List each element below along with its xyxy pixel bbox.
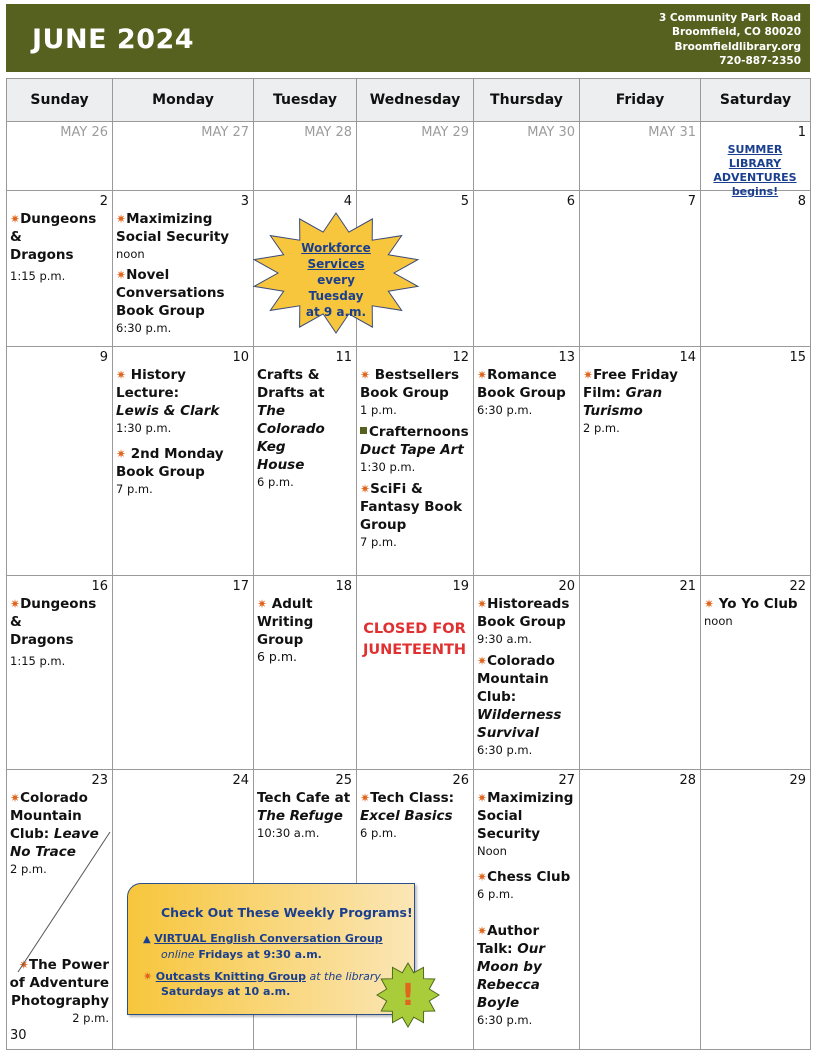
event — [10, 595, 109, 669]
event-subtitle: Our — [517, 941, 546, 957]
date-number: 19 — [452, 579, 469, 594]
event-time: 10:30 a.m. — [257, 826, 320, 840]
event-title: Writing Group — [257, 614, 314, 648]
day-cell — [6, 576, 112, 769]
date-number: 29 — [789, 773, 806, 788]
day-header-friday: Friday — [580, 79, 700, 121]
day-cell — [700, 770, 810, 1049]
event-title: Colorado — [20, 790, 88, 806]
burst-text-line: Tuesday — [308, 289, 364, 303]
event-title: Photography — [10, 993, 109, 1009]
workforce-link[interactable]: Workforce — [301, 241, 371, 255]
event-title: Dragons — [10, 632, 74, 648]
date-number: 6 — [566, 194, 575, 209]
grid-line — [6, 78, 811, 79]
date-number: 28 — [679, 773, 696, 788]
event-title: Maximizing — [126, 211, 213, 227]
english-conversation-link[interactable]: VIRTUAL English Conversation Group — [154, 932, 383, 945]
event — [477, 595, 576, 758]
weekly-programs-box — [127, 883, 415, 1015]
event-title: Crafts & — [257, 367, 320, 383]
event-time: noon — [704, 614, 733, 628]
address-street: 3 Community Park Road — [658, 12, 801, 24]
link-line[interactable]: ADVENTURES — [713, 171, 797, 184]
event — [583, 366, 697, 436]
burst-text-line: at 9 a.m. — [305, 305, 367, 319]
event-title: Crafternoons — [369, 424, 469, 440]
event — [257, 789, 353, 841]
event-time: Noon — [477, 844, 507, 858]
event-title: 2nd Monday — [130, 446, 224, 462]
address-website: Broomfieldlibrary.org — [674, 40, 801, 53]
weekly-item-detail: online — [161, 947, 195, 961]
date-number: 5 — [460, 194, 469, 209]
day-cell — [473, 576, 579, 769]
event-subtitle: Survival — [477, 725, 539, 741]
event-title: Club: — [10, 826, 54, 842]
event-title: Chess Club — [487, 869, 571, 885]
event-time: 1:30 p.m. — [116, 421, 172, 435]
event-time: 2 p.m. — [10, 862, 47, 876]
star-icon: ✷ — [116, 368, 127, 382]
event-title: Security — [477, 826, 541, 842]
day-cell — [473, 122, 579, 190]
star-icon: ✷ — [704, 597, 715, 611]
date-number: 21 — [679, 579, 696, 594]
date-number: 7 — [687, 194, 696, 209]
day-cell — [6, 347, 112, 575]
event — [10, 210, 109, 284]
month-title: JUNE 2024 — [32, 24, 195, 55]
star-icon: ✷ — [116, 447, 127, 461]
star-icon: ✷ — [360, 368, 371, 382]
day-cell — [112, 122, 253, 190]
date-number: 17 — [232, 579, 249, 594]
event-title: Talk: — [477, 941, 518, 957]
event — [257, 595, 353, 665]
day-cell — [579, 770, 700, 1049]
day-header-thursday: Thursday — [474, 79, 579, 121]
event-title: Mountain — [10, 808, 82, 824]
date-number: 18 — [335, 579, 352, 594]
star-icon: ✷ — [143, 970, 153, 983]
event-title: Group — [360, 517, 407, 533]
date-number: 15 — [789, 350, 806, 365]
event-title: Social — [477, 808, 523, 824]
exclamation-burst-icon — [376, 962, 440, 1028]
weekly-program-item — [143, 932, 383, 962]
closed-line: JUNETEENTH — [362, 642, 467, 658]
star-icon: ✷ — [10, 597, 21, 611]
event-title: Drafts at — [257, 385, 325, 401]
event-time: 6 p.m. — [360, 826, 397, 840]
date-number: MAY 31 — [648, 125, 696, 140]
date-number: 22 — [789, 579, 806, 594]
day-header-wednesday: Wednesday — [357, 79, 473, 121]
date-number: 16 — [91, 579, 108, 594]
event-title: Book Group — [116, 464, 205, 480]
event-title: Yo Yo Club — [718, 596, 798, 612]
event-time: 6 p.m. — [477, 887, 514, 901]
event-time: 6:30 p.m. — [116, 321, 172, 335]
date-number: 25 — [335, 773, 352, 788]
event-title: Club: — [477, 689, 517, 705]
weekly-program-item — [143, 970, 381, 999]
event-venue: The — [257, 403, 285, 419]
event-venue: The Refuge — [257, 808, 343, 824]
star-icon: ✷ — [10, 791, 21, 805]
event-subtitle: Lewis & Clark — [116, 403, 220, 419]
event — [360, 789, 470, 841]
event-title: Adult — [271, 596, 313, 612]
event-title: Bestsellers — [374, 367, 459, 383]
event-time: 6:30 p.m. — [477, 743, 533, 757]
event-time: noon — [116, 247, 145, 261]
link-line[interactable]: SUMMER LIBRARY — [727, 143, 783, 170]
closed-line: CLOSED FOR — [363, 621, 466, 637]
event-time: 6 p.m. — [257, 475, 294, 489]
date-number: 1 — [797, 125, 806, 140]
event-title: Novel — [126, 267, 170, 283]
star-icon: ✷ — [477, 791, 488, 805]
star-icon: ✷ — [116, 212, 127, 226]
event-subtitle: Duct Tape Art — [360, 442, 464, 458]
event — [360, 366, 470, 550]
day-cell — [6, 122, 112, 190]
event-title: Film: — [583, 385, 626, 401]
event-title: Author — [487, 923, 540, 939]
date-number: MAY 30 — [527, 125, 575, 140]
date-number: 26 — [452, 773, 469, 788]
event-time: 6:30 p.m. — [477, 1013, 533, 1027]
knitting-group-link[interactable]: Outcasts Knitting Group — [155, 970, 306, 983]
event-title: Social Security — [116, 229, 230, 245]
day-cell — [579, 191, 700, 346]
event-subtitle: Gran — [625, 385, 663, 401]
event-title: Free Friday — [593, 367, 678, 383]
date-number: 9 — [99, 350, 108, 365]
date-number: 24 — [232, 773, 249, 788]
grid-line — [810, 78, 811, 1050]
day-cell — [700, 122, 810, 198]
event-time: 1:30 p.m. — [360, 460, 416, 474]
star-icon: ✷ — [360, 482, 371, 496]
day-cell — [6, 191, 112, 346]
date-number: MAY 27 — [201, 125, 249, 140]
day-header-monday: Monday — [113, 79, 253, 121]
event-time: 6 p.m. — [257, 649, 297, 664]
day-cell — [253, 122, 356, 190]
star-icon: ✷ — [18, 958, 29, 972]
split-cell-divider — [6, 830, 112, 974]
workforce-services-note[interactable] — [290, 240, 382, 320]
event-title: of Adventure — [9, 975, 109, 991]
event-title: The Power — [28, 957, 109, 973]
grid-line — [6, 1049, 811, 1050]
date-number: 10 — [232, 350, 249, 365]
day-cell — [112, 576, 253, 769]
day-cell — [356, 347, 473, 575]
date-number: 30 — [10, 1028, 27, 1043]
day-cell — [579, 122, 700, 190]
day-cell — [473, 191, 579, 346]
event-venue: Colorado Keg — [257, 421, 325, 455]
date-number: 23 — [91, 773, 108, 788]
event-time: 9:30 a.m. — [477, 632, 533, 646]
event-time: 2 p.m. — [72, 1011, 109, 1025]
event-title: Colorado — [487, 653, 555, 669]
star-icon: ✷ — [257, 597, 268, 611]
day-cell — [112, 191, 253, 346]
event-title: Historeads — [487, 596, 570, 612]
event-subtitle: Leave — [53, 826, 99, 842]
event-title: Dungeons & — [10, 596, 97, 630]
event-time: 1 p.m. — [360, 403, 397, 417]
day-cell — [253, 576, 356, 769]
weekly-item-detail: at the library — [305, 970, 381, 983]
workforce-link[interactable]: Services — [307, 257, 365, 271]
event — [116, 210, 250, 336]
day-cell — [579, 576, 700, 769]
date-number: MAY 28 — [304, 125, 352, 140]
day-cell — [700, 576, 810, 769]
date-number: 4 — [343, 194, 352, 209]
event — [257, 366, 353, 490]
star-icon: ✷ — [477, 924, 488, 938]
event-subtitle: Boyle — [477, 995, 520, 1011]
event-title: Tech Cafe at — [257, 790, 351, 806]
address-phone: 720-887-2350 — [719, 55, 801, 68]
star-icon: ✷ — [477, 597, 488, 611]
triangle-bullet-icon: ▲ — [143, 934, 151, 945]
event-title: Romance — [487, 367, 557, 383]
day-header-saturday: Saturday — [701, 79, 810, 121]
event-time: 7 p.m. — [116, 482, 153, 496]
event-subtitle: Rebecca — [477, 977, 540, 993]
date-number: MAY 29 — [421, 125, 469, 140]
event-time: 1:15 p.m. — [10, 654, 66, 668]
date-number: 20 — [558, 579, 575, 594]
event-title: Mountain — [477, 671, 549, 687]
day-header-tuesday: Tuesday — [254, 79, 356, 121]
event-title: Fantasy Book — [360, 499, 463, 515]
weekly-item-detail: Saturdays at 10 a.m. — [161, 984, 291, 998]
day-header-sunday: Sunday — [7, 79, 112, 121]
day-cell — [112, 347, 253, 575]
event-title: SciFi & — [370, 481, 423, 497]
event-time: 1:15 p.m. — [10, 269, 66, 283]
event-time: 7 p.m. — [360, 535, 397, 549]
event-title: Dungeons & — [10, 211, 97, 245]
day-cell — [700, 191, 810, 346]
date-number: 27 — [558, 773, 575, 788]
day-cell — [356, 122, 473, 190]
event — [477, 366, 576, 418]
star-icon: ✷ — [116, 268, 127, 282]
event — [704, 595, 807, 629]
star-icon: ✷ — [477, 654, 488, 668]
event-title: Dragons — [10, 247, 74, 263]
event-title: Book Group — [116, 303, 205, 319]
date-number: 11 — [335, 350, 352, 365]
square-bullet-icon — [360, 427, 367, 434]
exclamation-mark: ! — [401, 978, 415, 1013]
star-icon: ✷ — [583, 368, 594, 382]
event-subtitle: Wilderness — [477, 707, 562, 723]
event-title: Tech Class: — [370, 790, 455, 806]
day-cell — [579, 347, 700, 575]
star-icon: ✷ — [10, 212, 21, 226]
weekly-item-detail: Fridays at 9:30 a.m. — [194, 947, 322, 961]
burst-text-line: every — [317, 273, 355, 287]
calendar-header — [6, 4, 810, 72]
event-subtitle: No Trace — [10, 844, 76, 860]
date-number: 8 — [797, 194, 806, 209]
day-cell — [700, 347, 810, 575]
date-number: 2 — [99, 194, 108, 209]
link-line[interactable]: begins! — [731, 185, 779, 198]
event — [116, 366, 250, 497]
event-time: 2 p.m. — [583, 421, 620, 435]
event-title: Maximizing — [487, 790, 574, 806]
event — [477, 789, 576, 1028]
star-icon: ✷ — [477, 368, 488, 382]
date-number: 14 — [679, 350, 696, 365]
date-number: MAY 26 — [60, 125, 108, 140]
event-title: Conversations — [116, 285, 225, 301]
day-cell — [253, 347, 356, 575]
day-cell — [473, 770, 579, 1049]
event-time: 6:30 p.m. — [477, 403, 533, 417]
day-cell — [473, 347, 579, 575]
date-number: 13 — [558, 350, 575, 365]
weekly-programs-title: Check Out These Weekly Programs! — [161, 905, 413, 920]
event-subtitle: Turismo — [583, 403, 643, 419]
closed-notice — [356, 619, 473, 661]
star-icon: ✷ — [477, 870, 488, 884]
event-title: History Lecture: — [116, 367, 186, 401]
event-subtitle: Moon by — [477, 959, 542, 975]
star-icon: ✷ — [360, 791, 371, 805]
date-number: 3 — [240, 194, 249, 209]
event-title: Book Group — [477, 614, 566, 630]
event-venue: House — [257, 457, 305, 473]
address-city: Broomfield, CO 80020 — [671, 26, 801, 39]
library-address — [659, 11, 801, 69]
event-subtitle: Excel Basics — [360, 808, 453, 824]
date-number: 12 — [452, 350, 469, 365]
event-title: Book Group — [477, 385, 566, 401]
event-title: Book Group — [360, 385, 449, 401]
day-cell — [356, 576, 473, 769]
